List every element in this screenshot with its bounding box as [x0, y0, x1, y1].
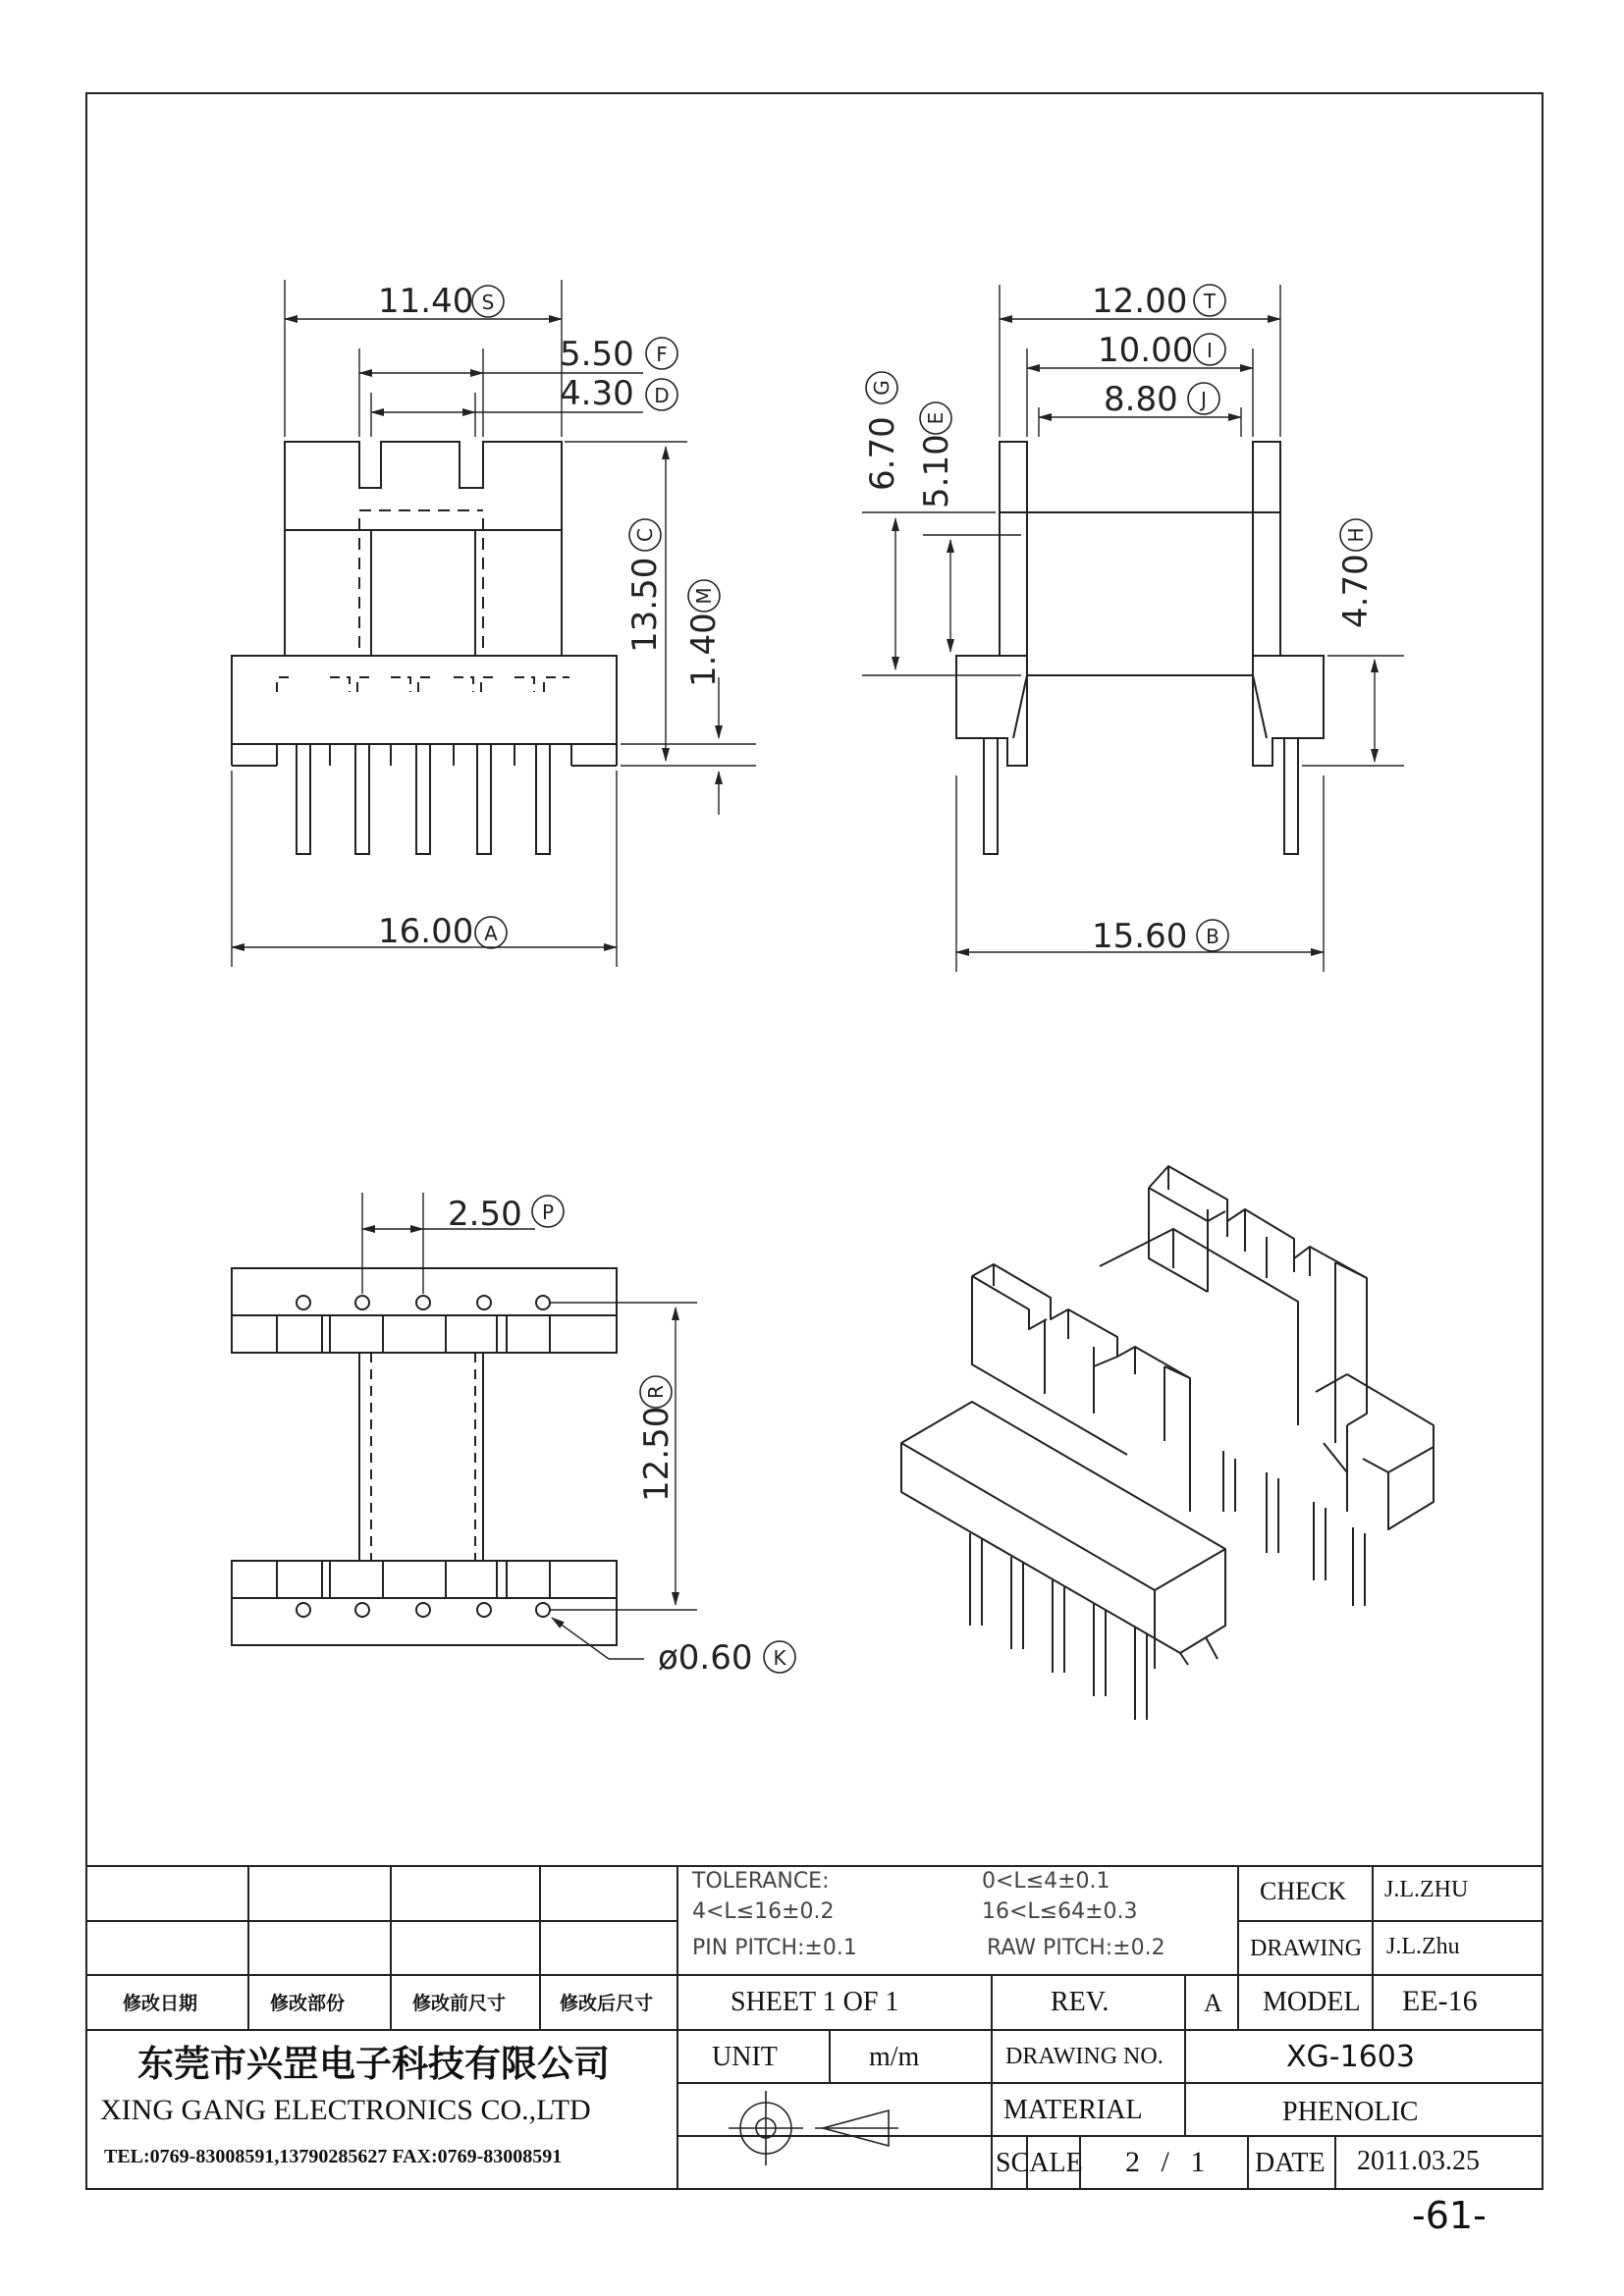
dim-h-tag: H [1344, 527, 1368, 543]
drawing-no-value: XG-1603 [1286, 2040, 1415, 2074]
raw-pitch: RAW PITCH:±0.2 [987, 1936, 1165, 1960]
company-contact: TEL:0769-83008591,13790285627 FAX:0769-83008591 [104, 2146, 563, 2167]
pin-pitch: PIN PITCH:±0.1 [692, 1936, 857, 1960]
dim-i-value: 10.00 [1098, 331, 1194, 370]
unit-label: UNIT [712, 2042, 778, 2072]
dim-t-value: 12.00 [1092, 282, 1188, 321]
dim-g-value: 6.70 [863, 416, 902, 491]
unit-value: m/m [869, 2042, 920, 2072]
tolerance-range-2: 4<L≤16±0.2 [692, 1899, 835, 1924]
tolerance-range-3: 16<L≤64±0.3 [982, 1899, 1138, 1924]
tolerance-label: TOLERANCE: [692, 1869, 830, 1894]
date-value: 2011.03.25 [1357, 2146, 1480, 2176]
dim-c-value: 13.50 [625, 557, 665, 653]
dim-r-tag: R [644, 1385, 668, 1399]
company-name-en: XING GANG ELECTRONICS CO.,LTD [100, 2094, 591, 2126]
material-value: PHENOLIC [1282, 2097, 1419, 2127]
dim-e-value: 5.10 [917, 434, 956, 508]
projection-symbol [729, 2091, 898, 2165]
revision-after-header: 修改后尺寸 [560, 1993, 654, 2014]
drawing-value: J.L.Zhu [1386, 1934, 1460, 1959]
rev-label: REV. [1051, 1987, 1110, 2017]
dim-j-tag: J [1201, 388, 1207, 411]
dim-f-tag: F [656, 343, 668, 366]
model-label: MODEL [1263, 1987, 1361, 2017]
dim-m-tag: M [692, 587, 716, 605]
scale-value: 2 / 1 [1125, 2146, 1206, 2178]
bottom-view [232, 1268, 617, 1645]
dim-m-value: 1.40 [684, 613, 724, 687]
dim-p-value: 2.50 [448, 1195, 522, 1234]
isometric-view [901, 1166, 1434, 1720]
dim-s-value: 11.40 [378, 282, 474, 321]
drawing-label: DRAWING [1250, 1936, 1363, 1961]
sheet-label: SHEET 1 OF 1 [731, 1987, 899, 2017]
front-dimensions [232, 280, 756, 967]
side-view [956, 442, 1324, 854]
dim-s-tag: S [481, 291, 495, 314]
dim-j-value: 8.80 [1104, 380, 1178, 419]
dim-a-tag: A [484, 922, 498, 945]
dim-p-tag: P [541, 1201, 555, 1224]
drawing-no-label: DRAWING NO. [1005, 2044, 1164, 2069]
front-view [232, 442, 617, 854]
dim-b-value: 15.60 [1092, 917, 1188, 956]
company-name-cn: 东莞市兴罡电子科技有限公司 [137, 2043, 610, 2085]
dim-r-value: 12.50 [637, 1406, 677, 1502]
dimension-labels [378, 282, 1376, 1678]
dim-c-tag: C [633, 528, 657, 542]
rev-value: A [1204, 1989, 1222, 2017]
dim-i-tag: I [1207, 339, 1213, 362]
revision-date-header: 修改日期 [123, 1993, 198, 2014]
check-value: J.L.ZHU [1384, 1877, 1469, 1902]
dim-k-tag: K [773, 1646, 786, 1670]
dim-t-tag: T [1203, 290, 1217, 313]
dim-a-value: 16.00 [378, 912, 474, 951]
model-value: EE-16 [1402, 1985, 1478, 2017]
dim-h-value: 4.70 [1336, 554, 1376, 628]
dim-g-tag: G [870, 380, 893, 396]
date-label: DATE [1255, 2148, 1326, 2178]
revision-part-header: 修改部份 [270, 1993, 346, 2014]
scale-label: SCALE [996, 2148, 1083, 2178]
material-label: MATERIAL [1003, 2095, 1143, 2125]
dim-e-tag: E [924, 411, 947, 425]
dim-k-value: ø0.60 [658, 1638, 753, 1678]
dim-b-tag: B [1206, 925, 1219, 948]
dim-f-value: 5.50 [560, 335, 634, 374]
page-number: -61- [1412, 2194, 1487, 2237]
tolerance-range-1: 0<L≤4±0.1 [982, 1869, 1110, 1894]
dim-d-tag: D [654, 384, 670, 407]
check-label: CHECK [1260, 1877, 1347, 1905]
revision-before-header: 修改前尺寸 [412, 1993, 507, 2014]
dim-d-value: 4.30 [560, 374, 634, 413]
